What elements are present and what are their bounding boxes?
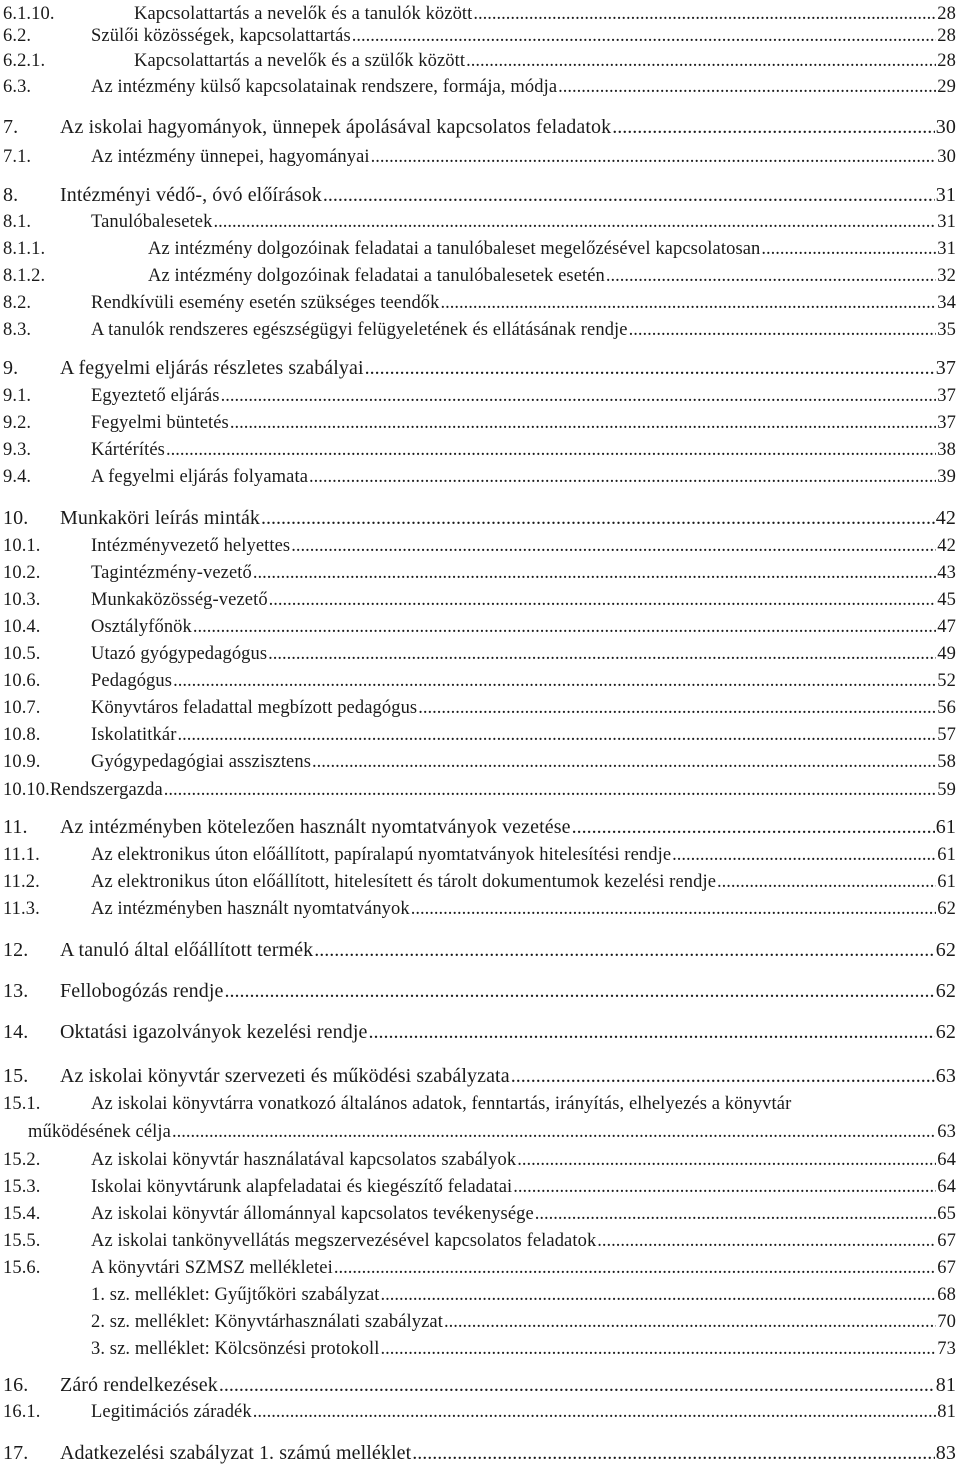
toc-entry-number: 12.	[3, 939, 29, 961]
toc-entry-number: 14.	[3, 1021, 29, 1043]
toc-entry-number: 6.3.	[3, 77, 32, 97]
toc-entry[interactable]	[3, 49, 956, 73]
toc-entry-title: Az elektronikus úton előállított, hitelesített és tárolt dokumentumok kezelési rendje	[91, 872, 717, 892]
toc-entry-page: 62	[935, 980, 956, 1002]
toc-entry-number: 15.1.	[3, 1094, 41, 1114]
toc-entry-title: Az iskolai tankönyvellátás megszervezésével kapcsolatos feladatok	[91, 1231, 597, 1251]
toc-entry-number: 15.	[3, 1065, 29, 1087]
toc-entry-page: 39	[937, 467, 956, 487]
toc-dot-leader	[323, 183, 935, 207]
toc-entry[interactable]	[3, 291, 956, 315]
toc-entry[interactable]	[3, 264, 956, 288]
toc-entry[interactable]	[3, 210, 956, 234]
toc-entry[interactable]	[3, 384, 956, 408]
toc-entry-page: 67	[937, 1258, 956, 1278]
toc-entry-page: 38	[937, 440, 956, 460]
toc-dot-leader	[412, 1441, 935, 1465]
toc-entry-page: 28	[937, 4, 956, 24]
toc-entry-number: 11.	[3, 816, 28, 838]
toc-entry-page: 63	[937, 1122, 956, 1142]
toc-entry-number: 9.1.	[3, 386, 32, 406]
toc-entry-number: 7.1.	[3, 147, 32, 167]
toc-entry[interactable]	[3, 642, 956, 666]
toc-entry-title: Fellobogózás rendje	[60, 980, 224, 1002]
toc-entry-number: 10.8.	[3, 725, 41, 745]
toc-entry-page: 62	[935, 1021, 956, 1043]
toc-entry-title: Kapcsolattartás a nevelők és a szülők között	[134, 51, 466, 71]
toc-entry-title: Tagintézmény-vezető	[91, 563, 252, 583]
toc-dot-leader	[173, 669, 936, 693]
toc-entry[interactable]	[3, 237, 956, 261]
toc-entry-page: 37	[937, 386, 956, 406]
toc-entry-number: 8.	[3, 184, 19, 206]
toc-entry-number: 15.3.	[3, 1177, 41, 1197]
toc-entry-title: Az iskolai könyvtárra vonatkozó általános adatok, fenntartás, irányítás, elhelyezés a könyvtár	[91, 1094, 792, 1114]
toc-entry[interactable]	[3, 1310, 956, 1334]
toc-entry-page: 30	[935, 116, 956, 138]
toc-entry-number: 13.	[3, 980, 29, 1002]
toc-entry-number: 10.	[3, 507, 29, 529]
toc-entry[interactable]	[3, 183, 956, 207]
toc-entry-number: 17.	[3, 1442, 29, 1464]
toc-dot-leader	[558, 75, 936, 99]
toc-entry-page: 64	[937, 1150, 956, 1170]
toc-dot-leader	[717, 870, 936, 894]
toc-entry[interactable]	[3, 318, 956, 342]
toc-entry-number: 8.1.2.	[3, 266, 46, 286]
toc-entry-page: 37	[937, 413, 956, 433]
toc-entry[interactable]	[3, 1256, 956, 1280]
toc-entry[interactable]	[3, 1441, 956, 1465]
toc-dot-leader	[225, 979, 935, 1003]
toc-dot-leader	[309, 465, 936, 489]
toc-entry-page: 31	[935, 184, 956, 206]
toc-entry-number: 15.5.	[3, 1231, 41, 1251]
toc-entry-number: 11.3.	[3, 899, 40, 919]
toc-dot-leader	[230, 411, 936, 435]
toc-entry-title: Az iskolai könyvtár szervezeti és működési szabályzata	[60, 1065, 510, 1087]
toc-entry-title: Az intézmény ünnepei, hagyományai	[91, 147, 370, 167]
toc-entry-page: 42	[935, 507, 956, 529]
toc-entry-number: 8.2.	[3, 293, 32, 313]
toc-entry-number: 7.	[3, 116, 19, 138]
toc-entry-number: 9.3.	[3, 440, 32, 460]
toc-entry-page: 32	[937, 266, 956, 286]
toc-entry-page: 83	[935, 1442, 956, 1464]
toc-entry[interactable]	[3, 1175, 956, 1199]
toc-dot-leader	[381, 1337, 937, 1361]
toc-entry[interactable]	[3, 669, 956, 693]
toc-entry-title: Intézményvezető helyettes	[91, 536, 291, 556]
toc-entry[interactable]	[3, 750, 956, 774]
toc-dot-leader	[381, 1283, 937, 1307]
toc-dot-leader	[221, 384, 937, 408]
toc-dot-leader	[172, 1120, 936, 1144]
toc-entry-title: Iskolatitkár	[91, 725, 177, 745]
toc-entry[interactable]	[3, 1202, 956, 1226]
toc-dot-leader	[213, 210, 936, 234]
toc-entry[interactable]	[3, 145, 956, 169]
toc-entry[interactable]	[3, 356, 956, 380]
toc-entry-page: 73	[937, 1339, 956, 1359]
toc-entry-title: Iskolai könyvtárunk alapfeladatai és kiegészítő feladatai	[91, 1177, 513, 1197]
toc-dot-leader	[164, 778, 937, 802]
toc-entry-number: 9.4.	[3, 467, 32, 487]
toc-entry-number: 6.1.10.	[3, 4, 55, 24]
toc-entry-page: 67	[937, 1231, 956, 1251]
toc-entry[interactable]	[3, 1064, 956, 1088]
toc-entry-page: 34	[937, 293, 956, 313]
toc-dot-leader	[371, 145, 937, 169]
toc-entry-number: 15.2.	[3, 1150, 41, 1170]
toc-entry-title: Könyvtáros feladattal megbízott pedagógus	[91, 698, 418, 718]
toc-entry[interactable]	[3, 870, 956, 894]
toc-entry[interactable]	[3, 534, 956, 558]
toc-entry-page: 63	[935, 1065, 956, 1087]
toc-entry-title: Kártérítés	[91, 440, 165, 460]
toc-entry-title: Az iskolai hagyományok, ünnepek ápolásával kapcsolatos feladatok	[60, 116, 612, 138]
toc-entry-number: 10.10.	[3, 780, 50, 800]
toc-entry-number: 9.2.	[3, 413, 32, 433]
toc-entry[interactable]	[3, 1148, 956, 1172]
toc-entry-title: Az elektronikus úton előállított, papíralapú nyomtatványok hitelesítési rendje	[91, 845, 672, 865]
toc-entry-title: Az intézmény külső kapcsolatainak rendszere, formája, módja	[91, 77, 558, 97]
toc-dot-leader	[312, 750, 936, 774]
toc-entry-title: 2. sz. melléklet: Könyvtárhasználati szabályzat	[91, 1312, 443, 1332]
toc-dot-leader	[473, 2, 936, 26]
toc-entry[interactable]	[3, 561, 956, 585]
toc-dot-leader	[606, 264, 936, 288]
toc-entry-page: 68	[937, 1285, 956, 1305]
toc-entry[interactable]	[3, 115, 956, 139]
toc-entry[interactable]	[3, 897, 956, 921]
toc-dot-leader	[334, 1256, 936, 1280]
toc-entry-page: 28	[937, 26, 956, 46]
toc-entry-title: A tanulók rendszeres egészségügyi felügyeletének és ellátásának rendje	[91, 320, 628, 340]
toc-dot-leader	[411, 897, 937, 921]
toc-entry-page: 45	[937, 590, 956, 610]
toc-dot-leader	[219, 1373, 935, 1397]
toc-dot-leader	[365, 356, 935, 380]
toc-entry-page: 61	[937, 872, 956, 892]
toc-entry-page: 42	[937, 536, 956, 556]
toc-dot-leader	[672, 843, 936, 867]
toc-entry-number: 10.5.	[3, 644, 41, 664]
toc-dot-leader	[268, 642, 936, 666]
toc-entry[interactable]	[3, 588, 956, 612]
toc-entry-title: Záró rendelkezések	[60, 1374, 218, 1396]
toc-dot-leader	[597, 1229, 936, 1253]
toc-entry-title: Tanulóbalesetek	[91, 212, 213, 232]
toc-entry-title: Utazó gyógypedagógus	[91, 644, 268, 664]
toc-entry-title-continuation: működésének célja	[28, 1122, 171, 1142]
toc-entry-page: 49	[937, 644, 956, 664]
toc-entry-number: 8.1.1.	[3, 239, 46, 259]
toc-entry[interactable]	[3, 438, 956, 462]
toc-entry[interactable]	[3, 1092, 791, 1116]
toc-entry[interactable]	[3, 1229, 956, 1253]
toc-entry-page: 59	[937, 780, 956, 800]
toc-entry-page: 62	[935, 939, 956, 961]
toc-entry-number: 10.1.	[3, 536, 41, 556]
toc-entry-title: A tanuló által előállított termék	[60, 939, 314, 961]
toc-entry[interactable]	[3, 938, 956, 962]
toc-entry[interactable]	[3, 2, 956, 26]
toc-entry-page: 28	[937, 51, 956, 71]
toc-dot-leader	[291, 534, 936, 558]
toc-dot-leader	[535, 1202, 937, 1226]
toc-dot-leader	[418, 696, 936, 720]
toc-entry-continuation[interactable]	[28, 1120, 956, 1144]
toc-entry-page: 43	[937, 563, 956, 583]
toc-entry-number: 11.2.	[3, 872, 40, 892]
toc-entry-number: 10.9.	[3, 752, 41, 772]
toc-entry-title: Rendkívüli esemény esetén szükséges teendők	[91, 293, 440, 313]
toc-entry[interactable]	[3, 979, 956, 1003]
toc-dot-leader	[511, 1064, 935, 1088]
toc-entry-number: 8.3.	[3, 320, 32, 340]
toc-entry-number: 15.4.	[3, 1204, 41, 1224]
toc-entry-page: 62	[937, 899, 956, 919]
toc-entry-number: 10.6.	[3, 671, 41, 691]
toc-dot-leader	[261, 506, 935, 530]
toc-entry-page: 57	[937, 725, 956, 745]
toc-entry-page: 35	[937, 320, 956, 340]
toc-entry-page: 37	[935, 357, 956, 379]
toc-entry[interactable]	[3, 1020, 956, 1044]
toc-entry-title: Fegyelmi büntetés	[91, 413, 229, 433]
toc-entry-number: 10.4.	[3, 617, 41, 637]
toc-entry-title: Az intézményben kötelezően használt nyomtatványok vezetése	[60, 816, 571, 838]
toc-entry-page: 70	[937, 1312, 956, 1332]
toc-entry-page: 31	[937, 239, 956, 259]
toc-entry-title: A fegyelmi eljárás folyamata	[91, 467, 309, 487]
toc-entry-page: 64	[937, 1177, 956, 1197]
toc-entry-page: 81	[937, 1402, 956, 1422]
toc-entry[interactable]	[3, 24, 956, 48]
toc-entry-number: 16.	[3, 1374, 29, 1396]
toc-dot-leader	[193, 615, 936, 639]
toc-entry-title: Szülői közösségek, kapcsolattartás	[91, 26, 351, 46]
toc-entry[interactable]	[3, 843, 956, 867]
toc-entry-page: 81	[935, 1374, 956, 1396]
toc-entry-title: Az iskolai könyvtár állománnyal kapcsolatos tevékenysége	[91, 1204, 534, 1224]
toc-dot-leader	[177, 723, 936, 747]
toc-dot-leader	[513, 1175, 936, 1199]
toc-entry[interactable]	[3, 615, 956, 639]
toc-entry-number: 10.3.	[3, 590, 41, 610]
toc-entry-title: A fegyelmi eljárás részletes szabályai	[60, 357, 364, 379]
toc-entry-title: Az intézményben használt nyomtatványok	[91, 899, 410, 919]
toc-entry-title: 1. sz. melléklet: Gyűjtőköri szabályzat	[91, 1285, 380, 1305]
toc-entry[interactable]	[3, 696, 956, 720]
toc-entry-number: 10.2.	[3, 563, 41, 583]
toc-dot-leader	[629, 318, 937, 342]
toc-dot-leader	[612, 115, 935, 139]
toc-entry-number: 16.1.	[3, 1402, 41, 1422]
toc-entry-title: Adatkezelési szabályzat 1. számú melléklet	[60, 1442, 412, 1464]
toc-entry-page: 29	[937, 77, 956, 97]
toc-entry-title: Az intézmény dolgozóinak feladatai a tanulóbalesetek esetén	[148, 266, 605, 286]
toc-entry-page: 30	[937, 147, 956, 167]
toc-dot-leader	[253, 561, 936, 585]
toc-entry[interactable]	[3, 506, 956, 530]
toc-entry-number: 11.1.	[3, 845, 40, 865]
toc-dot-leader	[368, 1020, 934, 1044]
toc-dot-leader	[444, 1310, 936, 1334]
toc-entry-page: 61	[935, 816, 956, 838]
toc-entry-title: Rendszergazda	[49, 780, 163, 800]
toc-entry[interactable]	[3, 723, 956, 747]
toc-entry-page: 58	[937, 752, 956, 772]
toc-entry-page: 56	[937, 698, 956, 718]
toc-entry-title: Intézményi védő-, óvó előírások	[60, 184, 322, 206]
toc-entry-page: 31	[937, 212, 956, 232]
toc-dot-leader	[269, 588, 937, 612]
toc-dot-leader	[761, 237, 936, 261]
toc-entry[interactable]	[3, 1337, 956, 1361]
toc-entry-title: Munkaköri leírás minták	[60, 507, 261, 529]
toc-entry-title: Oktatási igazolványok kezelési rendje	[60, 1021, 368, 1043]
toc-entry-title: Pedagógus	[91, 671, 173, 691]
toc-entry[interactable]	[3, 1373, 956, 1397]
toc-entry[interactable]	[3, 411, 956, 435]
toc-dot-leader	[166, 438, 936, 462]
toc-entry[interactable]	[3, 465, 956, 489]
toc-entry[interactable]	[3, 1283, 956, 1307]
toc-entry-title: Munkaközösség-vezető	[91, 590, 268, 610]
toc-entry-number: 8.1.	[3, 212, 32, 232]
toc-entry-title: Egyeztető eljárás	[91, 386, 220, 406]
toc-dot-leader	[314, 938, 935, 962]
toc-dot-leader	[253, 1400, 937, 1424]
toc-entry-page: 65	[937, 1204, 956, 1224]
toc-dot-leader	[352, 24, 937, 48]
toc-entry-page: 47	[937, 617, 956, 637]
toc-entry-page: 61	[937, 845, 956, 865]
toc-dot-leader	[517, 1148, 936, 1172]
toc-entry[interactable]	[3, 815, 956, 839]
toc-entry-title: Legitimációs záradék	[91, 1402, 252, 1422]
toc-entry-title: Gyógypedagógiai asszisztens	[91, 752, 312, 772]
toc-entry-title: Az iskolai könyvtár használatával kapcsolatos szabályok	[91, 1150, 517, 1170]
toc-entry-title: Az intézmény dolgozóinak feladatai a tanulóbaleset megelőzésével kapcsolatosan	[148, 239, 761, 259]
toc-dot-leader	[466, 49, 936, 73]
toc-entry-number: 9.	[3, 357, 19, 379]
toc-entry-number: 10.7.	[3, 698, 41, 718]
toc-entry[interactable]	[3, 1400, 956, 1424]
toc-entry-number: 6.2.1.	[3, 51, 46, 71]
toc-entry-title: A könyvtári SZMSZ mellékletei	[91, 1258, 333, 1278]
toc-entry-title: Osztályfőnök	[91, 617, 192, 637]
toc-entry-title: 3. sz. melléklet: Kölcsönzési protokoll	[91, 1339, 380, 1359]
toc-entry-number: 6.2.	[3, 26, 32, 46]
toc-entry[interactable]	[3, 75, 956, 99]
toc-entry-number: 15.6.	[3, 1258, 41, 1278]
toc-entry-page: 52	[937, 671, 956, 691]
toc-entry[interactable]	[3, 778, 956, 802]
toc-dot-leader	[572, 815, 935, 839]
toc-entry-title: Kapcsolattartás a nevelők és a tanulók között	[134, 4, 473, 24]
toc-dot-leader	[441, 291, 937, 315]
